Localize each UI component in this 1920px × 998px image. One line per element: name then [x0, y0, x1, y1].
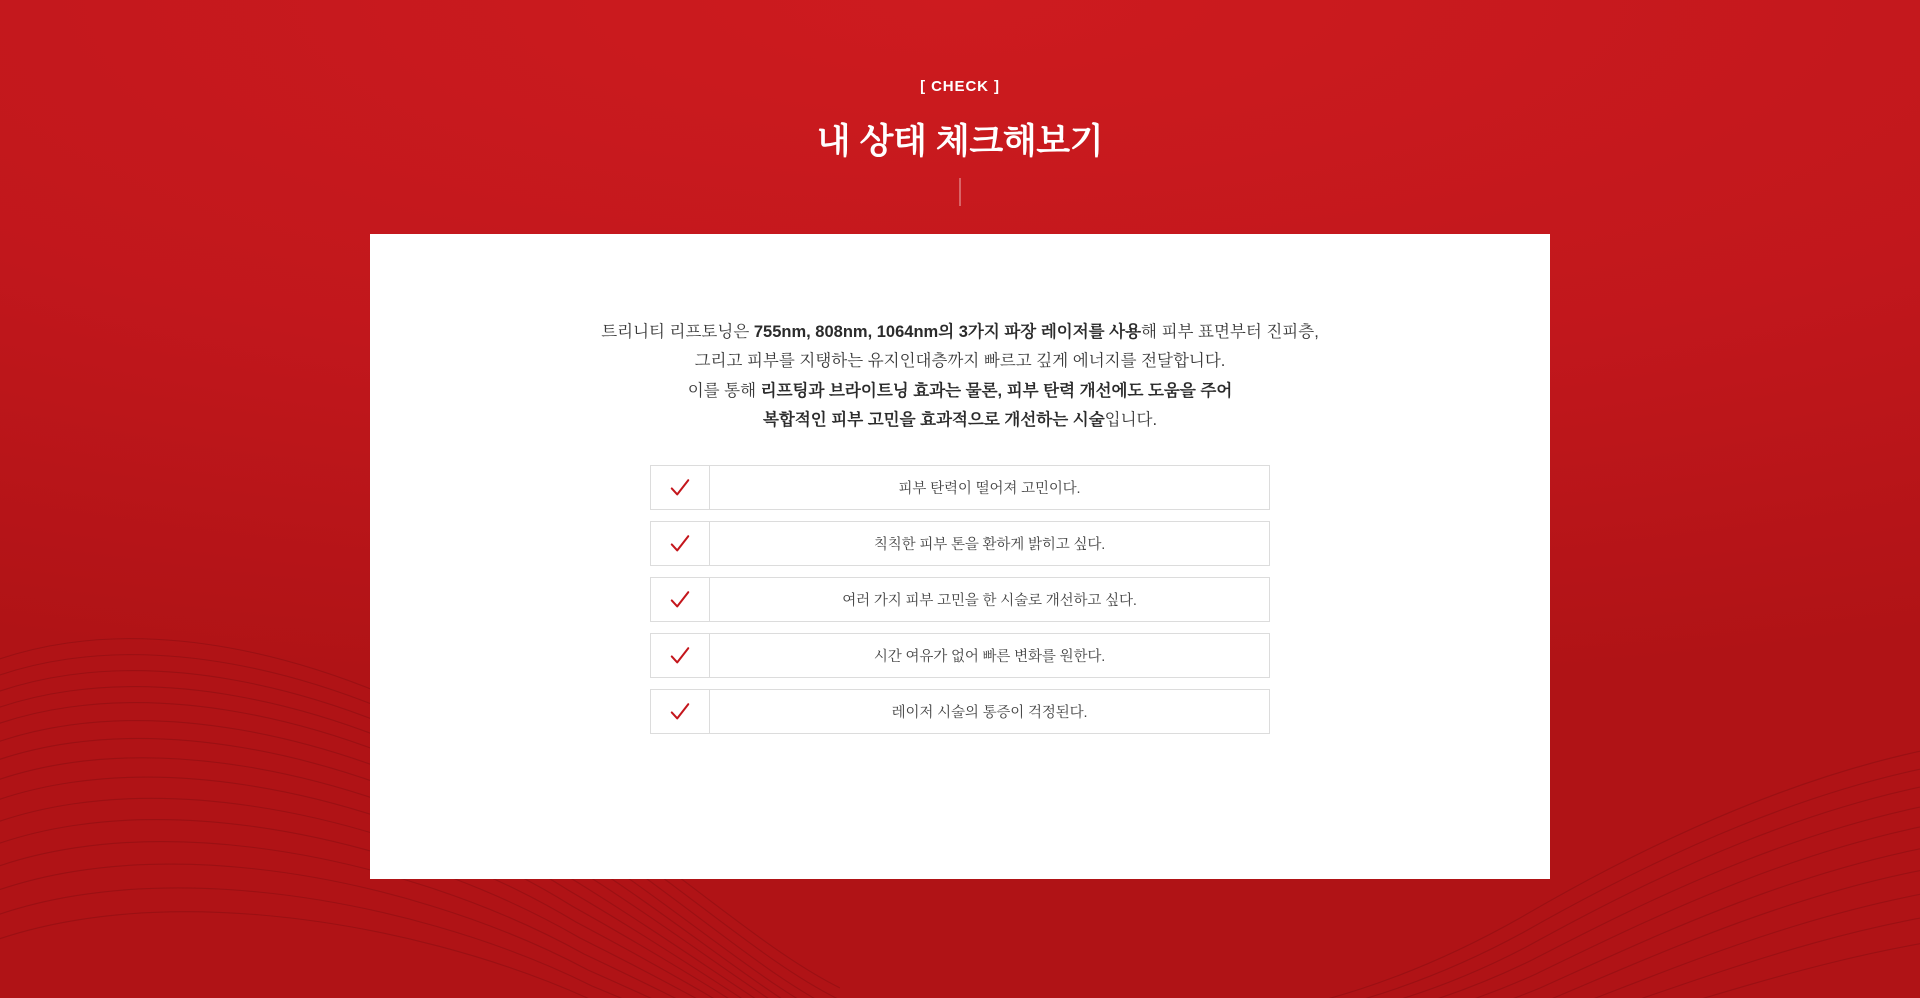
checklist-row[interactable]: [650, 465, 1270, 510]
checklist-label: 피부 탄력이 떨어져 고민이다.: [898, 481, 1081, 498]
eyebrow-label: [ CHECK ]: [920, 78, 1000, 95]
checklist-label: 여러 가지 피부 고민을 한 시술로 개선하고 싶다.: [842, 593, 1137, 610]
section-header: [0, 78, 1920, 164]
emphasis-text: 755nm, 808nm, 1064nm의 3가지 파장 레이저를 사용: [753, 323, 1142, 341]
checkbox-cell[interactable]: [651, 578, 710, 621]
description-line: [370, 377, 1550, 406]
body-text: 그리고 피부를 지탱하는 유지인대층까지 빠르고 깊게 에너지를 전달합니다.: [694, 352, 1226, 371]
body-text: 이를 통해: [687, 381, 761, 400]
page-title: 내 상태 체크해보기: [816, 122, 1104, 161]
checkbox-cell[interactable]: [651, 690, 710, 733]
check-icon: [669, 533, 691, 555]
checklist: [650, 465, 1270, 734]
emphasis-text: 리프팅과 브라이트닝 효과는 물론, 피부 탄력 개선에도 도움을 주어: [760, 381, 1233, 400]
checklist-label: 시간 여유가 없어 빠른 변화를 원한다.: [873, 649, 1106, 666]
check-icon: [669, 701, 691, 723]
divider-tick: [960, 178, 961, 206]
checklist-row[interactable]: [650, 633, 1270, 678]
check-icon: [669, 589, 691, 611]
body-text: 입니다.: [1104, 411, 1158, 430]
checklist-row[interactable]: [650, 689, 1270, 734]
body-text: 해 피부 표면부터 진피층,: [1141, 323, 1319, 341]
content-card: [370, 234, 1550, 879]
checkbox-cell[interactable]: [651, 466, 710, 509]
description-line: [370, 347, 1550, 376]
description-paragraph: [370, 318, 1550, 435]
checkbox-cell[interactable]: [651, 634, 710, 677]
description-line: [370, 318, 1550, 347]
description-line: [370, 406, 1550, 435]
check-icon: [669, 645, 691, 667]
checklist-row[interactable]: [650, 577, 1270, 622]
checklist-row[interactable]: [650, 521, 1270, 566]
checkbox-cell[interactable]: [651, 522, 710, 565]
check-icon: [669, 477, 691, 499]
emphasis-text: 복합적인 피부 고민을 효과적으로 개선하는 시술: [762, 411, 1105, 430]
body-text: 트리니티 리프토닝은: [601, 323, 754, 341]
checklist-label: 레이저 시술의 통증이 걱정된다.: [891, 705, 1088, 722]
checklist-label: 칙칙한 피부 톤을 환하게 밝히고 싶다.: [873, 537, 1106, 554]
